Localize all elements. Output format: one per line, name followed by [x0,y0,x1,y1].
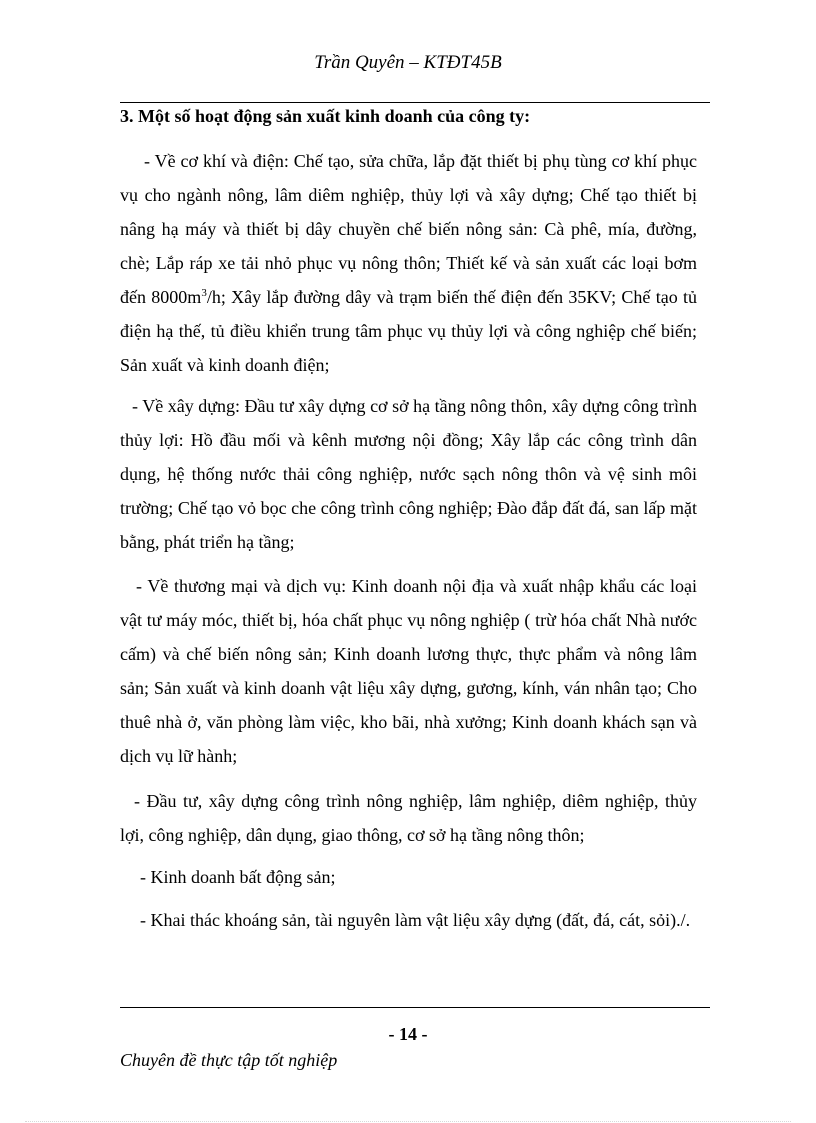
page-edge-divider [25,1121,791,1122]
footer-divider [120,1007,710,1008]
page-header: Trần Quyên – KTĐT45B [314,52,502,73]
header-divider [120,102,710,103]
paragraph-investment: - Đầu tư, xây dựng công trình nông nghiệp, lâm nghiệp, diêm nghiệp, thủy lợi, công nghiệp, dân dụng, giao thông, cơ sở hạ tầng nông thôn; [120,791,697,845]
page-footer: Chuyên đề thực tập tốt nghiệp [120,1050,338,1070]
paragraph-text: /h; Xây lắp đường dây và trạm biến thế điện đến 35KV; Chế tạo tủ điện hạ thế, tủ điều khiển trung tâm phục vụ thủy lợi và công nghiệp chế biến; Sản xuất và kinh doanh điện; [120,287,698,375]
paragraph-mining: - Khai thác khoáng sản, tài nguyên làm vật liệu xây dựng (đất, đá, cát, sỏi)./. [140,910,691,930]
paragraph-real-estate: - Kinh doanh bất động sản; [140,867,336,887]
superscript: 3 [201,287,207,299]
paragraph-trade-services: - Về thương mại và dịch vụ: Kinh doanh nội địa và xuất nhập khẩu các loại vật tư máy móc, thiết bị, hóa chất phục vụ nông nghiệp ( trừ hóa chất Nhà nước cấm) và chế biến nông sản; Kinh doanh lương thực, thực phẩm và nông lâm sản; Sản xuất và kinh doanh vật liệu xây dựng, gương, kính, ván nhân tạo; Cho thuê nhà ở, văn phòng làm việc, kho bãi, nhà xưởng; Kinh doanh khách sạn và dịch vụ lữ hành; [120,576,697,766]
paragraph-text: - Về cơ khí và điện: Chế tạo, sửa chữa, lắp đặt thiết bị phụ tùng cơ khí phục vụ cho ngành nông, lâm diêm nghiệp, thủy lợi và xây dựng; Chế tạo thiết bị nâng hạ máy và thiết bị dây chuyền chế biến nông sản: Cà phê, mía, đường, chè; Lắp ráp xe tải nhỏ phục vụ nông thôn; Thiết kế và sản xuất các loại bơm đến 8000m [120,151,697,307]
page-number: - 14 - [388,1024,428,1044]
section-title: 3. Một số hoạt động sản xuất kinh doanh của công ty: [120,106,531,126]
paragraph-construction: - Về xây dựng: Đầu tư xây dựng cơ sở hạ tầng nông thôn, xây dựng công trình thủy lợi: Hồ đầu mối và kênh mương nội đồng; Xây lắp các công trình dân dụng, hệ thống nước thải công nghiệp, nước sạch nông thôn và vệ sinh môi trường; Chế tạo vỏ bọc che công trình công nghiệp; Đào đắp đất đá, san lấp mặt bằng, phát triển hạ tầng; [120,396,697,552]
paragraph-mechanical-electrical [120,144,697,382]
